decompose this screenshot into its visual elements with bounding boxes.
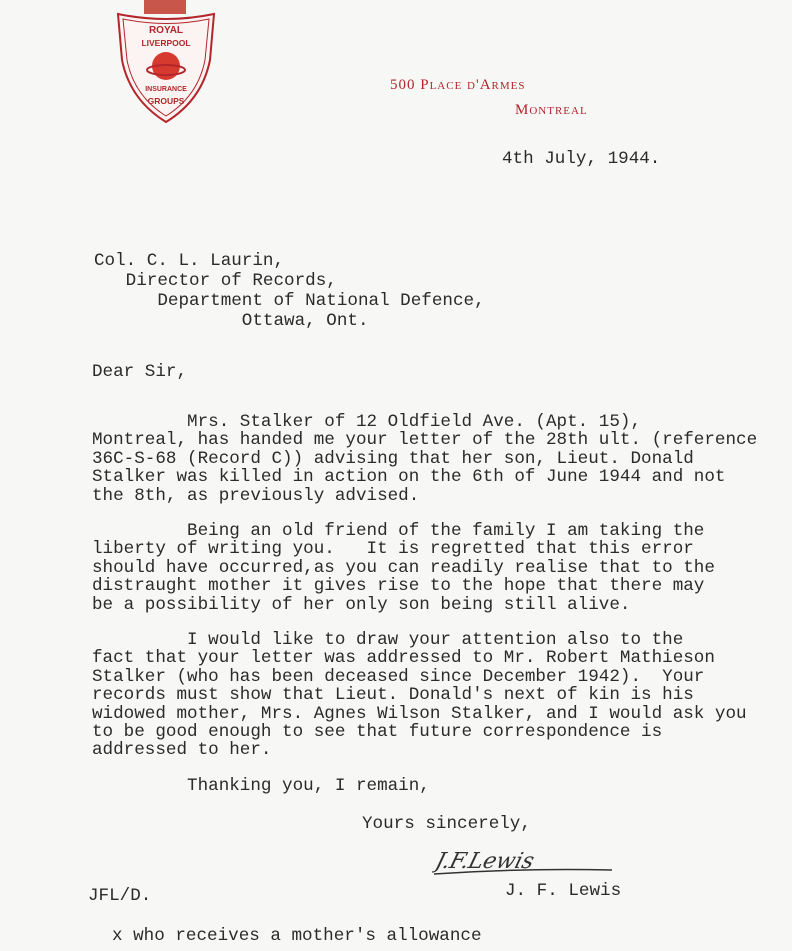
paragraph-line: distraught mother it gives rise to the hope that there may	[92, 576, 705, 597]
svg-text:J.F.Lewis: J.F.Lewis	[432, 848, 538, 874]
svg-text:INSURANCE: INSURANCE	[145, 86, 187, 93]
paragraph-line: should have occurred,as you can readily realise that to the	[92, 557, 715, 578]
paragraph-line: 36C-S-68 (Record C)) advising that her son, Lieut. Donald	[92, 448, 694, 469]
royal-liverpool-logo	[114, 0, 218, 124]
paragraph-line: liberty of writing you. It is regretted that this error	[92, 539, 694, 560]
valediction: Yours sincerely,	[362, 814, 531, 834]
paragraph-2	[92, 522, 715, 614]
paragraph-line: widowed mother, Mrs. Agnes Wilson Stalker, and I would ask you	[92, 703, 747, 724]
paragraph-line: to be good enough to see that future correspondence is	[92, 721, 663, 742]
paragraph-line: fact that your letter was addressed to Mr. Robert Mathieson	[92, 648, 715, 669]
paragraph-line: Stalker was killed in action on the 6th of June 1944 and not	[92, 467, 726, 488]
recipient-line: Ottawa, Ont.	[94, 311, 369, 331]
paragraph-line: addressed to her.	[92, 740, 272, 761]
signer-name: J. F. Lewis	[505, 881, 622, 901]
closing-line: Thanking you, I remain,	[92, 776, 430, 796]
handwritten-signature	[432, 846, 622, 878]
paragraph-line: Being an old friend of the family I am taking the	[92, 521, 705, 541]
reference-initials: JFL/D.	[88, 886, 152, 906]
recipient-line: Director of Records,	[94, 271, 337, 291]
recipient-address	[94, 252, 485, 332]
paragraph-1	[92, 413, 757, 505]
paragraph-line: Mrs. Stalker of 12 Oldfield Ave. (Apt. 15),	[92, 412, 642, 432]
paragraph-line: I would like to draw your attention also to the	[92, 630, 684, 650]
svg-text:GROUPS: GROUPS	[147, 96, 185, 106]
recipient-line: Department of National Defence,	[94, 291, 485, 311]
svg-text:ROYAL: ROYAL	[148, 25, 184, 36]
paragraph-line: records must show that Lieut. Donald's next of kin is his	[92, 685, 694, 706]
letterhead-address-street: 500 Place d'Armes	[390, 77, 526, 93]
letterhead-address-city: Montreal	[515, 102, 588, 118]
footnote: x who receives a mother's allowance	[112, 926, 482, 946]
paragraph-line: be a possibility of her only son being still alive.	[92, 594, 631, 615]
svg-text:LIVERPOOL: LIVERPOOL	[141, 38, 191, 48]
paragraph-line: Montreal, has handed me your letter of the 28th ult. (reference	[92, 430, 758, 451]
paragraph-3	[92, 631, 747, 760]
paragraph-line: Stalker (who has been deceased since December 1942). Your	[92, 666, 705, 687]
paragraph-line: the 8th, as previously advised.	[92, 485, 420, 506]
letter-date: 4th July, 1944.	[502, 149, 661, 169]
salutation: Dear Sir,	[92, 362, 188, 382]
recipient-line: Col. C. L. Laurin,	[94, 251, 285, 271]
